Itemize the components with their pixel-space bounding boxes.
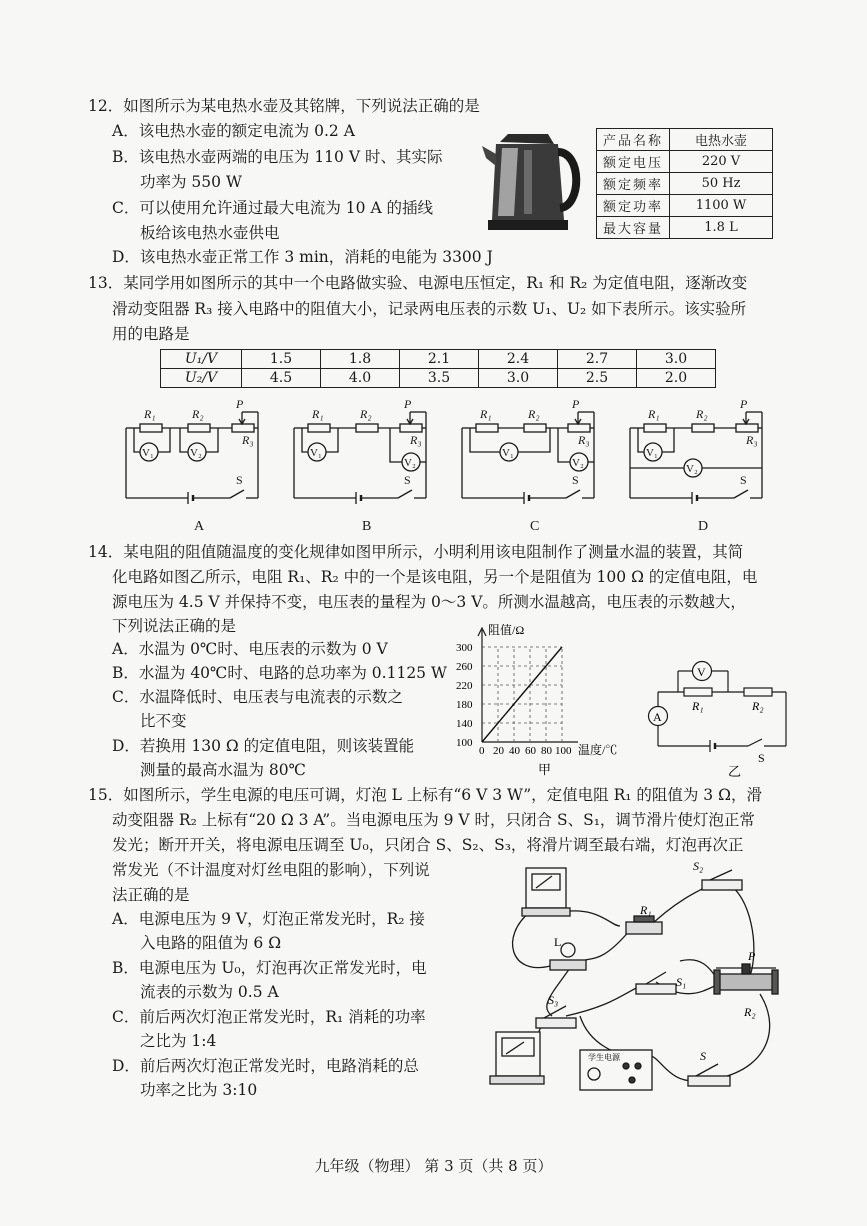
voltmeter-v1: V₁	[142, 447, 154, 459]
nameplate-key: 额定功率	[597, 195, 670, 217]
slider-p-label: P	[404, 398, 412, 411]
voltmeter-label: V	[697, 665, 706, 679]
ammeter-label: A	[653, 710, 662, 724]
voltmeter-v2: V₂	[686, 463, 698, 475]
voltmeter-v2: V₂	[572, 457, 584, 469]
slider-p-label: P	[236, 398, 244, 411]
nameplate-key: 额定电压	[597, 151, 670, 173]
table-row	[161, 369, 716, 388]
r1-label: R₁	[480, 407, 492, 421]
lamp-label: L	[554, 935, 562, 949]
q14-option-d-cont: 测量的最高水温为 80℃	[140, 761, 306, 779]
x-tick: 20	[493, 745, 504, 757]
slider-p-label: P	[740, 398, 748, 411]
slider-p-label: P	[572, 398, 580, 411]
q14-option-c-cont: 比不变	[140, 712, 187, 730]
y-tick: 300	[456, 642, 473, 654]
u1-header: U₁/V	[161, 350, 242, 369]
r2-label: R₂	[360, 407, 372, 421]
r3-label: R₃	[578, 433, 590, 447]
q12-option-d: D．该电热水壶正常工作 3 min，消耗的电能为 3300 J	[112, 248, 493, 266]
switch-label: S	[740, 473, 747, 487]
switch-label: S	[236, 473, 243, 487]
q15-option-b: B．电源电压为 U₀，灯泡再次正常发光时，电	[112, 959, 427, 977]
nameplate-key: 额定频率	[597, 173, 670, 195]
s3-label: S₃	[548, 993, 559, 1007]
q12-option-b: B．该电热水壶两端的电压为 110 V 时、其实际	[112, 148, 443, 166]
y-tick: 220	[456, 680, 473, 692]
nameplate-value: 电热水壶	[670, 129, 773, 151]
q15-option-c: C．前后两次灯泡正常发光时，R₁ 消耗的功率	[112, 1008, 426, 1026]
q12-option-c-cont: 板给该电热水壶供电	[140, 224, 280, 242]
resistance-line	[482, 647, 562, 742]
nameplate-value: 220 V	[670, 151, 773, 173]
q15-apparatus-diagram	[470, 856, 800, 1106]
r3-label: R₃	[410, 433, 422, 447]
x-tick: 100	[555, 745, 572, 757]
graph-ylabel: 阻值/Ω	[488, 623, 525, 637]
q15-stem-line3: 发光；断开开关，将电源电压调至 U₀，只闭合 S、S₂、S₃，将滑片调至最右端，灯泡再次正	[112, 836, 744, 854]
voltmeter-v2: V₂	[190, 447, 202, 459]
circuit-option-label: C	[530, 519, 540, 534]
voltmeter-v1: V₁	[310, 447, 322, 459]
switch-label: S	[758, 751, 765, 765]
table-cell: 1.5	[242, 350, 321, 369]
voltmeter-v1: V₁	[646, 447, 658, 459]
table-row	[161, 350, 716, 369]
table-cell: 2.4	[479, 350, 558, 369]
circuit-option-label: A	[194, 519, 205, 534]
graph-caption: 甲	[538, 762, 552, 777]
q12-nameplate-table	[596, 128, 773, 239]
table-row	[597, 195, 773, 217]
q13-stem-line1: 13．某同学用如图所示的其中一个电路做实验、电源电压恒定，R₁ 和 R₂ 为定值电阻，逐渐改变	[88, 274, 748, 292]
q12-option-b-cont: 功率为 550 W	[140, 173, 242, 191]
r2-label: R₂	[528, 407, 540, 421]
x-tick: 80	[541, 745, 552, 757]
y-tick: 140	[456, 718, 473, 730]
r1-label: R₁	[312, 407, 324, 421]
table-cell: 2.7	[558, 350, 637, 369]
q15-option-c-cont: 之比为 1:4	[140, 1032, 217, 1050]
q15-stem-line5: 法正确的是	[112, 886, 190, 904]
table-row	[597, 151, 773, 173]
table-cell: 3.0	[479, 369, 558, 388]
circuit-caption: 乙	[728, 764, 742, 779]
page-footer: 九年级（物理） 第 3 页（共 8 页）	[314, 1157, 553, 1175]
q14-stem-line3: 源电压为 4.5 V 并保持不变，电压表的量程为 0～3 V。所测水温越高，电压表的示数越大，	[112, 593, 746, 611]
table-cell: 3.0	[637, 350, 716, 369]
nameplate-key: 最大容量	[597, 217, 670, 239]
nameplate-value: 1100 W	[670, 195, 773, 217]
q14-option-a: A．水温为 0℃时、电压表的示数为 0 V	[112, 640, 388, 658]
q15-stem-line2: 动变阻器 R₂ 上标有“20 Ω 3 A”。当电源电压为 9 V 时，只闭合 S、S₁，调节滑片使灯泡正常	[112, 811, 755, 829]
q13-circuit-diagrams	[118, 398, 788, 538]
q12-option-c: C．可以使用允许通过最大电流为 10 A 的插线	[112, 199, 434, 217]
switch-label: S	[572, 473, 579, 487]
q14-stem-line1: 14．某电阻的阻值随温度的变化规律如图甲所示，小明利用该电阻制作了测量水温的装置，其简	[88, 543, 744, 561]
q15-option-a: A．电源电压为 9 V，灯泡正常发光时，R₂ 接	[112, 910, 425, 928]
nameplate-value: 1.8 L	[670, 217, 773, 239]
switch-label: S	[404, 473, 411, 487]
r3-label: R₃	[242, 433, 254, 447]
r1-label: R₁	[640, 903, 652, 917]
table-cell: 1.8	[321, 350, 400, 369]
s-label: S	[700, 1049, 706, 1063]
q14-option-d: D．若换用 130 Ω 的定值电阻，则该装置能	[112, 737, 415, 755]
voltmeter-v2: V₂	[404, 457, 416, 469]
circuit-option-label: D	[698, 519, 709, 534]
table-row	[597, 217, 773, 239]
r1-label: R₁	[144, 407, 156, 421]
q14-stem-line2: 化电路如图乙所示，电阻 R₁、R₂ 中的一个是该电阻，另一个是阻值为 100 Ω 的定值电阻，电	[112, 568, 758, 586]
q15-stem-line4: 常发光（不计温度对灯丝电阻的影响），下列说	[112, 861, 430, 879]
y-tick: 100	[456, 737, 473, 749]
q12-option-a: A．该电热水壶的额定电流为 0.2 A	[112, 122, 355, 140]
s1-label: S₁	[676, 975, 687, 989]
q13-voltage-table	[160, 349, 716, 388]
u2-header: U₂/V	[161, 369, 242, 388]
table-cell: 4.0	[321, 369, 400, 388]
x-tick: 40	[509, 745, 520, 757]
r2-label: R₂	[752, 699, 764, 713]
q14-option-b: B．水温为 40℃时、电路的总功率为 0.1125 W	[112, 664, 447, 682]
nameplate-key: 产品名称	[597, 129, 670, 151]
r3-label: R₃	[746, 433, 758, 447]
q13-stem-line2: 滑动变阻器 R₃ 接入电路中的阻值大小，记录两电压表的示数 U₁、U₂ 如下表所示。该实验所	[112, 300, 747, 318]
r2-label: R₂	[744, 1005, 756, 1019]
q14-stem-line4: 下列说法正确的是	[112, 617, 237, 635]
q15-option-d-cont: 功率之比为 3:10	[140, 1081, 258, 1099]
y-tick: 260	[456, 661, 473, 673]
table-cell: 2.5	[558, 369, 637, 388]
r2-label: R₂	[192, 407, 204, 421]
q15-option-b-cont: 流表的示数为 0.5 A	[140, 983, 279, 1001]
q15-option-a-cont: 入电路的阻值为 6 Ω	[140, 934, 282, 952]
q14-circuit-diagram	[640, 650, 800, 780]
kettle-image	[478, 128, 586, 238]
r2-label: R₂	[696, 407, 708, 421]
s2-label: S₂	[693, 859, 704, 873]
q15-stem-line1: 15．如图所示，学生电源的电压可调，灯泡 L 上标有“6 V 3 W”，定值电阻 R₁ 的阻值为 3 Ω，滑	[88, 786, 762, 804]
r1-label: R₁	[648, 407, 660, 421]
p-label: P	[748, 949, 756, 963]
voltmeter-v1: V₁	[502, 447, 514, 459]
r1-label: R₁	[692, 699, 704, 713]
x-tick: 0	[479, 745, 485, 757]
q13-stem-line3: 用的电路是	[112, 325, 190, 343]
q15-option-d: D．前后两次灯泡正常发光时，电路消耗的总	[112, 1057, 419, 1075]
x-tick: 60	[525, 745, 536, 757]
nameplate-value: 50 Hz	[670, 173, 773, 195]
table-cell: 2.0	[637, 369, 716, 388]
circuit-option-label: B	[362, 519, 372, 534]
power-supply-label: 学生电源	[588, 1053, 620, 1062]
q14-resistance-graph	[452, 620, 648, 780]
q12-stem: 12．如图所示为某电热水壶及其铭牌，下列说法正确的是	[88, 97, 480, 115]
table-cell: 3.5	[400, 369, 479, 388]
q14-option-c: C．水温降低时、电压表与电流表的示数之	[112, 688, 403, 706]
table-row	[597, 129, 773, 151]
table-cell: 4.5	[242, 369, 321, 388]
table-row	[597, 173, 773, 195]
y-tick: 180	[456, 699, 473, 711]
graph-xlabel: 温度/℃	[578, 743, 618, 757]
table-cell: 2.1	[400, 350, 479, 369]
